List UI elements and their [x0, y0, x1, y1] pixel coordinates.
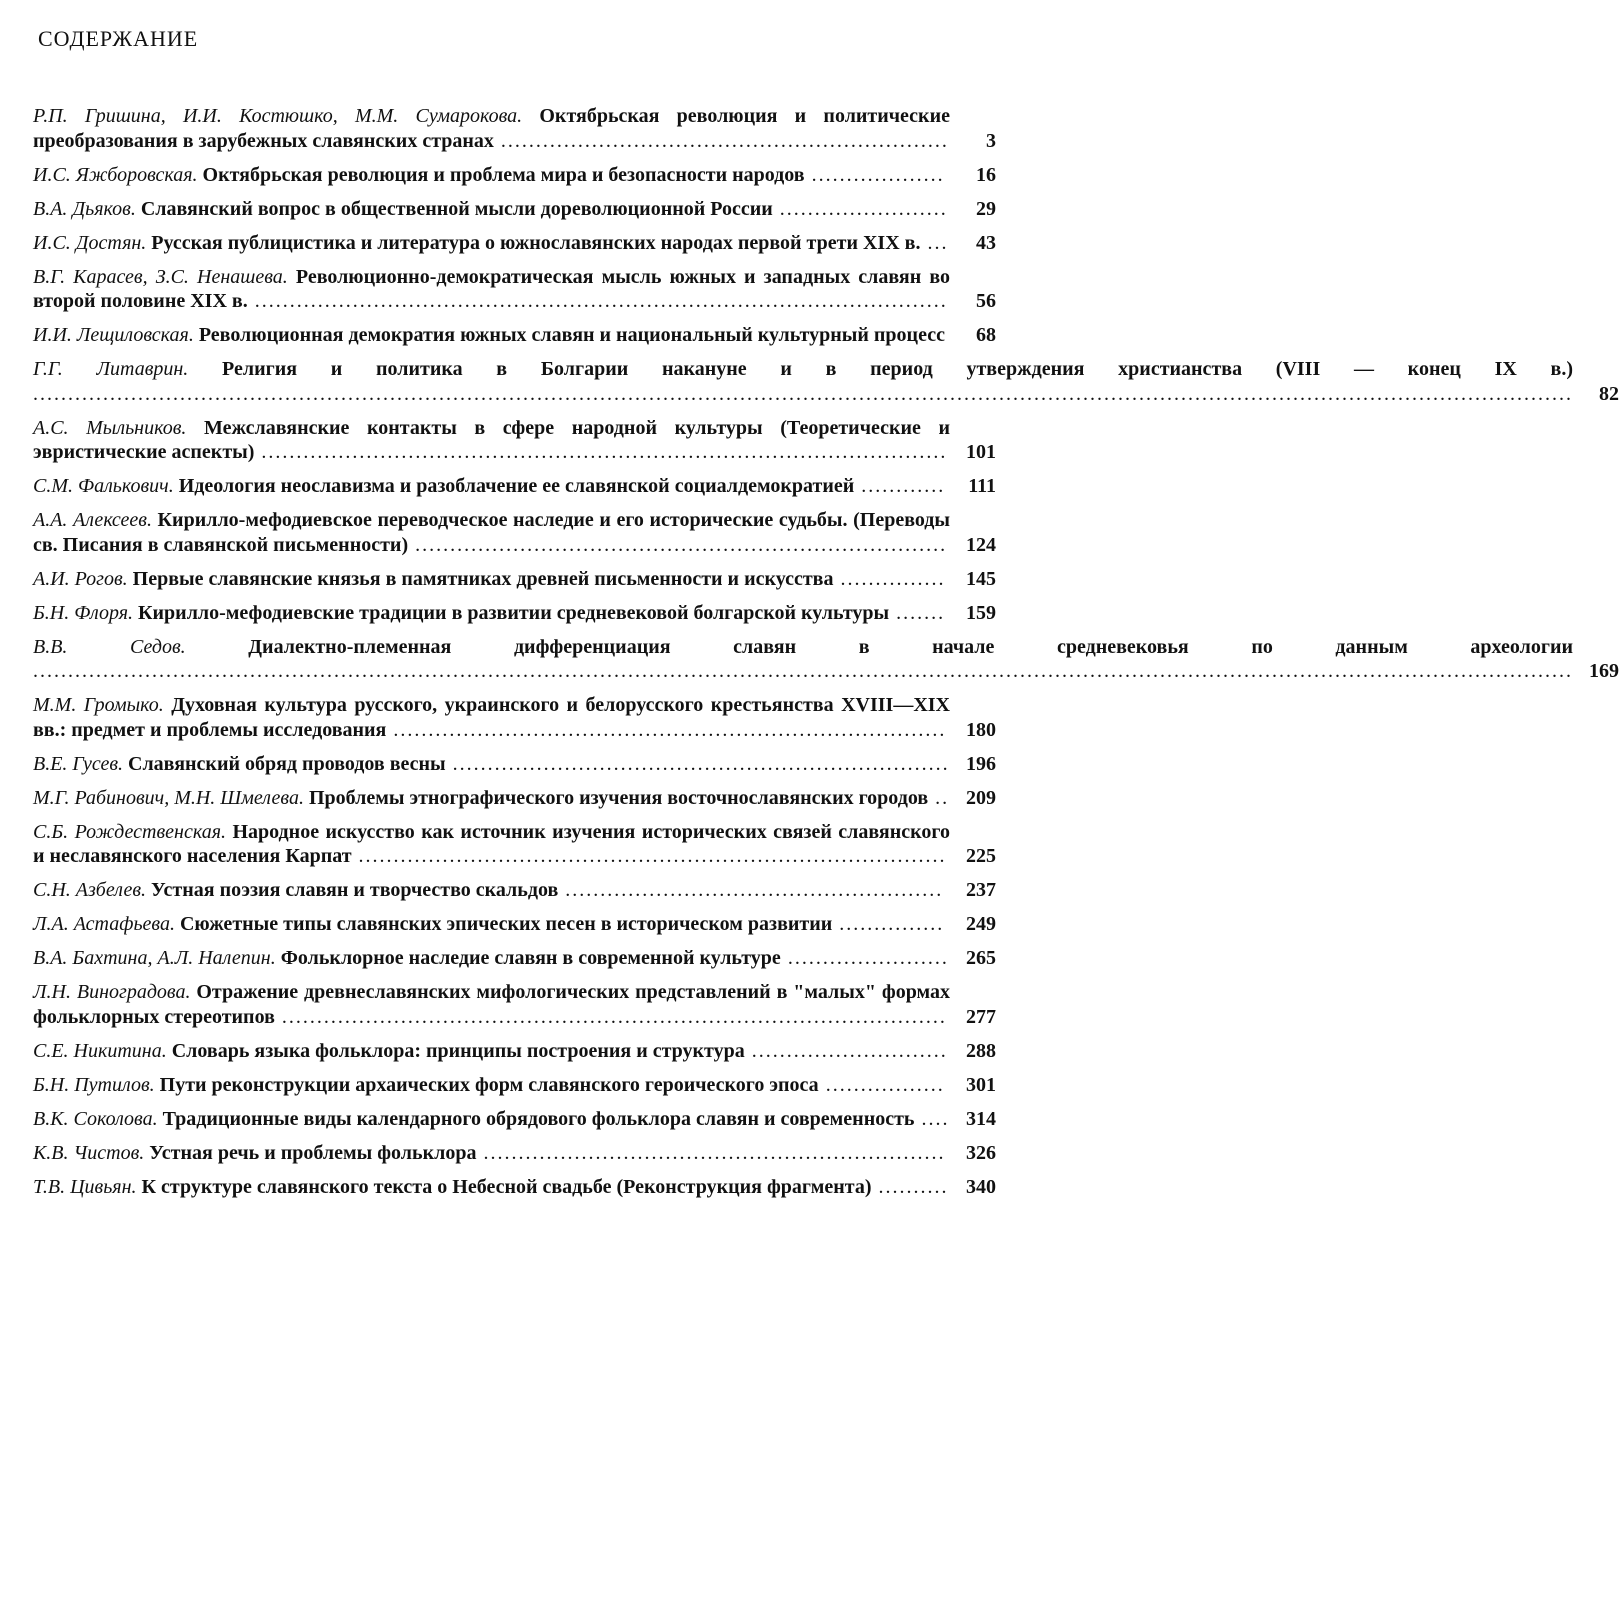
toc-entry: [33, 197, 996, 222]
dot-leader: .......................................................................: [445, 752, 950, 775]
toc-entry-authors: Р.П. Гришина, И.И. Костюшко, М.М. Сумарокова.: [33, 105, 523, 127]
toc-entry-title: Кирилло-мефодиевское переводческое наследие и его исторические судьбы. (Переводы св. Писания в славянской письменности): [33, 509, 951, 556]
toc-entry-page-number: 237: [966, 879, 996, 901]
toc-entry-title: Октябрьская революция и политические преобразования в зарубежных славянских странах: [33, 105, 950, 152]
dot-leader: ............................................................................: [408, 533, 948, 556]
toc-entry-page-number: 43: [976, 231, 996, 254]
toc-entry-page-number: 209: [966, 786, 996, 809]
toc-entry-page-number: 82: [1599, 382, 1619, 405]
toc-entry-title: Идеология неославизма и разоблачение ее славянской социалдемократией: [178, 475, 855, 497]
toc-entry-authors: А.А. Алексеев.: [33, 509, 152, 531]
toc-entry-title: Традиционные виды календарного обрядового фольклора славян и современность: [162, 1107, 915, 1130]
toc-entry-text: [33, 912, 950, 937]
toc-entry-title: Межславянские контакты в сфере народной культуры (Теоретические и эвристические аспекты): [33, 416, 951, 463]
toc-entry-page-number: 3: [986, 129, 996, 152]
toc-entry-authors: И.С. Яжборовская.: [33, 163, 198, 186]
toc-entry-title: К структуре славянского текста о Небесной свадьбе (Реконструкция фрагмента): [141, 1175, 872, 1198]
toc-entry-title: Сюжетные типы славянских эпических песен в историческом развитии: [179, 913, 833, 935]
toc-entry-title: Кирилло-мефодиевские традиции в развитии средневековой болгарской культуры: [138, 601, 890, 624]
toc-entry-authors: И.С. Достян.: [33, 231, 147, 254]
toc-entry-text: [33, 508, 950, 557]
toc-entry-title: Отражение древнеславянских мифологических представлений в "малых" формах фольклорных стереотипов: [33, 981, 950, 1028]
toc-entry-authors: М.М. Громыко.: [33, 694, 164, 716]
toc-entry-authors: С.Е. Никитина.: [33, 1039, 167, 1062]
toc-entry: [33, 693, 996, 742]
toc-entry: [33, 1107, 996, 1132]
toc-entry-text: [33, 1107, 950, 1132]
toc-entry-authors: В.Г. Карасев, З.С. Ненашева.: [33, 265, 288, 288]
toc-entry: [33, 416, 996, 465]
dot-leader: ......................................................: [558, 879, 944, 901]
toc-entry-text: [33, 980, 950, 1029]
dot-leader: ...............: [832, 913, 945, 935]
toc-entry-authors: Б.Н. Путилов.: [33, 1073, 155, 1096]
toc-entry-title: Октябрьская революция и проблема мира и безопасности народов: [202, 163, 805, 186]
toc-entry-title: Словарь языка фольклора: принципы построения и структура: [171, 1039, 745, 1062]
toc-entry-page-number: 16: [976, 163, 996, 186]
toc-entry-page-number: 225: [966, 845, 996, 867]
toc-entry: [33, 104, 996, 153]
toc-entry-text: [33, 752, 950, 777]
toc-entry-text: [33, 197, 950, 222]
toc-entry: [33, 635, 1619, 684]
toc-entry-text: [33, 786, 950, 811]
dot-leader: ................................................................: [493, 129, 949, 152]
dot-leader: ............................................................................................................................................................................................................................: [33, 382, 1573, 405]
toc-entry-title: Народное искусство как источник изучения исторических связей славянского и неславянского населения Карпат: [33, 820, 950, 867]
toc-entry-authors: В.А. Дьяков.: [33, 197, 136, 220]
toc-entry-title: Пути реконструкции архаических форм славянского героического эпоса: [159, 1073, 819, 1096]
toc-entry-text: [33, 357, 1573, 406]
dot-leader: ...: [920, 231, 949, 254]
toc-entry-title: Русская публицистика и литература о южнославянских народах первой трети XIX в.: [151, 231, 921, 254]
dot-leader: ..: [928, 786, 950, 809]
toc-entry-page-number: 277: [966, 1005, 996, 1028]
toc-entry-page-number: 169: [1589, 660, 1619, 682]
toc-entry-authors: Л.Н. Виноградова.: [33, 981, 191, 1003]
toc-entry: [33, 601, 996, 626]
toc-entry-authors: И.И. Лещиловская.: [33, 324, 194, 346]
dot-leader: ....................................................................................: [351, 845, 947, 867]
toc-entry-page-number: 340: [966, 1175, 996, 1198]
toc-entry-page-number: 301: [966, 1073, 996, 1096]
toc-entry-text: [33, 416, 950, 465]
toc-entry-text: [33, 946, 950, 971]
toc-list: [33, 104, 1619, 1199]
toc-entry-title: Проблемы этнографического изучения восточнославянских городов: [308, 786, 929, 809]
toc-entry-authors: С.Б. Рождественская.: [33, 820, 226, 843]
toc-entry-text: [33, 163, 950, 188]
toc-entry-text: [33, 474, 950, 499]
toc-entry: [33, 357, 1619, 406]
toc-entry-text: [33, 567, 950, 592]
toc-entry-page-number: 265: [966, 947, 996, 969]
toc-entry-text: [33, 1141, 950, 1166]
dot-leader: .......: [889, 601, 946, 624]
toc-entry: [33, 163, 996, 188]
dot-leader: ............: [854, 475, 946, 497]
toc-entry-authors: Б.Н. Флоря.: [33, 601, 134, 624]
toc-entry-authors: А.И. Рогов.: [33, 567, 128, 590]
toc-entry: [33, 946, 996, 971]
toc-entry: [33, 752, 996, 777]
toc-entry-page-number: 56: [976, 290, 996, 312]
toc-entry-text: [33, 878, 950, 903]
toc-entry: [33, 1141, 996, 1166]
toc-entry: [33, 1175, 996, 1200]
dot-leader: ...............: [833, 567, 946, 590]
toc-entry-text: [33, 693, 950, 742]
toc-entry-text: [33, 231, 950, 256]
toc-entry-page-number: 29: [976, 197, 996, 220]
toc-entry-authors: Г.Г. Литаврин.: [33, 358, 189, 380]
toc-entry-text: [33, 265, 950, 314]
dot-leader: ...............................................................................: [386, 718, 947, 741]
toc-entry-page-number: 111: [968, 475, 996, 497]
toc-entry: [33, 1073, 996, 1098]
page-title: СОДЕРЖАНИЕ: [38, 26, 199, 51]
toc-entry-page-number: 145: [966, 567, 996, 590]
toc-entry-title: Устная поэзия славян и творчество скальдов: [151, 879, 559, 901]
toc-entry-authors: В.К. Соколова.: [33, 1107, 158, 1130]
toc-entry: [33, 980, 996, 1029]
dot-leader: ..........: [871, 1175, 949, 1198]
toc-entry: [33, 508, 996, 557]
toc-entry-authors: А.С. Мыльников.: [33, 416, 187, 439]
toc-entry-page-number: 249: [966, 913, 996, 935]
toc-entry-page-number: 180: [966, 718, 996, 741]
toc-entry: [33, 1039, 996, 1064]
toc-entry-authors: С.Н. Азбелев.: [33, 879, 147, 901]
toc-entry-page-number: 314: [966, 1107, 996, 1130]
toc-entry: [33, 265, 996, 314]
toc-entry: [33, 786, 996, 811]
dot-leader: ....: [914, 1107, 950, 1130]
toc-entry: [33, 820, 996, 869]
toc-entry-text: [33, 820, 950, 869]
toc-entry-text: [33, 1175, 950, 1200]
dot-leader: ............................................................................................................................................................................................................................: [33, 660, 1573, 682]
toc-entry-page-number: 124: [966, 533, 996, 556]
toc-entry-page-number: 68: [976, 324, 996, 346]
toc-entry-text: [33, 1073, 950, 1098]
dot-leader: .......................: [780, 947, 949, 969]
toc-entry-authors: В.Е. Гусев.: [33, 752, 123, 775]
toc-entry-page-number: 326: [966, 1141, 996, 1164]
toc-entry-page-number: 101: [966, 441, 996, 463]
toc-entry-text: [33, 104, 950, 153]
dot-leader: ............................: [744, 1039, 948, 1062]
dot-leader: ..................................................................................................: [254, 441, 948, 463]
toc-entry-authors: В.А. Бахтина, А.Л. Налепин.: [33, 947, 276, 969]
toc-entry-authors: К.В. Чистов.: [33, 1141, 145, 1164]
toc-entry-title: Фольклорное наследие славян в современной культуре: [280, 947, 781, 969]
toc-entry-authors: В.В. Седов.: [33, 635, 186, 658]
toc-entry-page-number: 196: [966, 752, 996, 775]
dot-leader: ...................................................................................................: [247, 290, 948, 312]
dot-leader: .................: [818, 1073, 945, 1096]
toc-entry-authors: Л.А. Астафьева.: [33, 913, 175, 935]
toc-entry-title: Первые славянские князья в памятниках древней письменности и искусства: [132, 567, 834, 590]
toc-entry: [33, 878, 996, 903]
toc-entry-authors: Т.В. Цивьян.: [33, 1175, 137, 1198]
toc-entry-title: Духовная культура русского, украинского и белорусского крестьянства XVIII—XIX вв.: предмет и проблемы исследования: [33, 694, 950, 741]
dot-leader: ...................: [804, 163, 945, 186]
dot-leader: ...............................................................................................: [274, 1005, 947, 1028]
toc-entry-text: [33, 635, 1573, 684]
toc-entry-text: [33, 323, 950, 348]
dot-leader: ........................: [772, 197, 948, 220]
toc-entry: [33, 567, 996, 592]
toc-entry: [33, 231, 996, 256]
toc-entry-title: Славянский вопрос в общественной мысли дореволюционной России: [140, 197, 773, 220]
toc-entry-page-number: 159: [966, 601, 996, 624]
toc-entry-title: Революционно-демократическая мысль южных и западных славян во второй половине XIX в.: [33, 265, 951, 312]
toc-entry-page-number: 288: [966, 1039, 996, 1062]
toc-entry-title: Революционная демократия южных славян и национальный культурный процесс: [198, 324, 945, 346]
toc-entry: [33, 323, 996, 348]
toc-entry-title: Устная речь и проблемы фольклора: [149, 1141, 477, 1164]
dot-leader: ..................................................................: [476, 1141, 946, 1164]
toc-entry-title: Религия и политика в Болгарии накануне и в период утверждения христианства (VIII — конец IX в.): [222, 358, 1574, 380]
toc-entry-title: Диалектно-племенная дифференциация славян в начале средневековья по данным археологии: [248, 635, 1574, 658]
toc-entry-authors: М.Г. Рабинович, М.Н. Шмелева.: [33, 786, 304, 809]
toc-entry-authors: С.М. Фалькович.: [33, 475, 174, 497]
toc-entry: [33, 474, 996, 499]
toc-entry: [33, 912, 996, 937]
toc-entry-text: [33, 601, 950, 626]
toc-entry-title: Славянский обряд проводов весны: [128, 752, 446, 775]
toc-entry-text: [33, 1039, 950, 1064]
